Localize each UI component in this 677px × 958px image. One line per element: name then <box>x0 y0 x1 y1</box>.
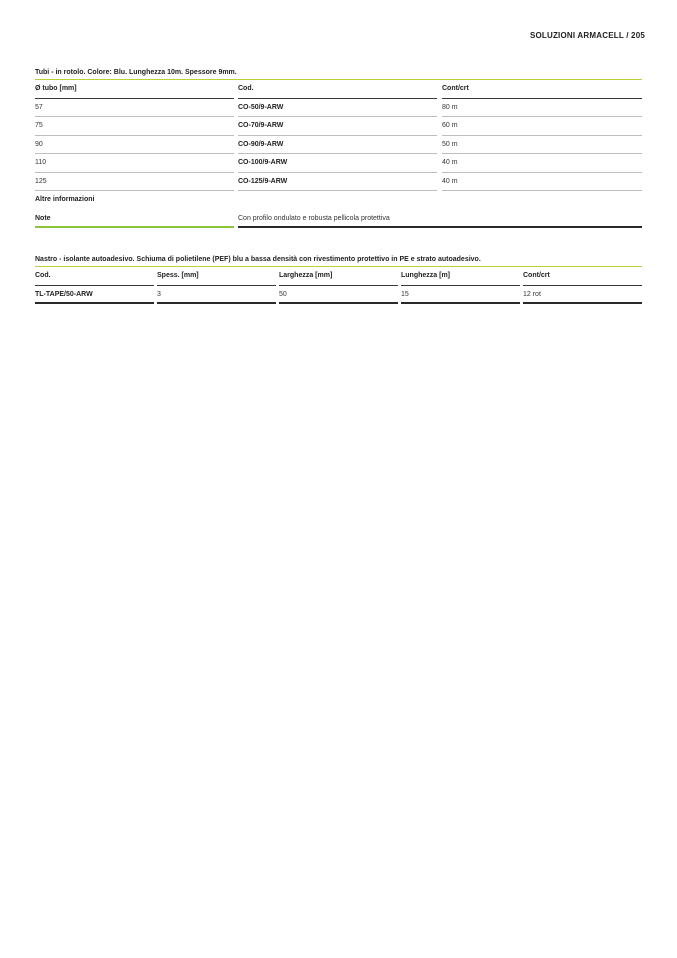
table-row <box>35 99 642 118</box>
nastro-cont-cell: 12 rot <box>523 286 642 305</box>
page-header: SOLUZIONI ARMACELL / 205 <box>529 31 645 40</box>
tubi-col-diameter: Ø tubo [mm] <box>35 80 234 99</box>
other-info-label: Altre informazioni <box>35 196 95 203</box>
note-row <box>35 210 642 229</box>
nastro-length-cell: 15 <box>401 286 520 305</box>
tubi-col-code: Cod. <box>238 80 437 99</box>
table-row <box>35 154 642 173</box>
tubi-code-cell: CO-70/9-ARW <box>238 117 437 136</box>
other-info-row <box>35 191 642 210</box>
tubi-diameter-cell: 125 <box>35 173 234 192</box>
tubi-cont-cell: 80 m <box>442 99 642 118</box>
table-row <box>35 173 642 192</box>
nastro-col-thickness: Spess. [mm] <box>157 267 276 286</box>
tubi-code-cell: CO-100/9-ARW <box>238 154 437 173</box>
tubi-diameter-cell: 75 <box>35 117 234 136</box>
nastro-caption: Nastro - isolante autoadesivo. Schiuma di polietilene (PEF) blu a bassa densità con rivestimento protettivo in PE e strato autoadesivo. <box>35 256 481 263</box>
tubi-code-cell: CO-90/9-ARW <box>238 136 437 155</box>
nastro-table <box>35 267 642 304</box>
table-row <box>35 136 642 155</box>
tubi-code-cell: CO-50/9-ARW <box>238 99 437 118</box>
tubi-diameter-cell: 57 <box>35 99 234 118</box>
nastro-col-width: Larghezza [mm] <box>279 267 398 286</box>
tubi-cont-cell: 40 m <box>442 154 642 173</box>
tubi-code-cell: CO-125/9-ARW <box>238 173 437 192</box>
nastro-section <box>35 254 642 304</box>
nastro-header-row <box>35 267 642 286</box>
tubi-diameter-cell: 110 <box>35 154 234 173</box>
nastro-width-cell: 50 <box>279 286 398 305</box>
tubi-section <box>35 67 642 228</box>
note-label: Note <box>35 210 234 229</box>
table-row <box>35 286 642 305</box>
nastro-code-cell: TL-TAPE/50-ARW <box>35 286 154 305</box>
tubi-cont-cell: 40 m <box>442 173 642 192</box>
table-row <box>35 117 642 136</box>
tubi-diameter-cell: 90 <box>35 136 234 155</box>
nastro-col-length: Lunghezza [m] <box>401 267 520 286</box>
nastro-col-code: Cod. <box>35 267 154 286</box>
tubi-cont-cell: 60 m <box>442 117 642 136</box>
nastro-thickness-cell: 3 <box>157 286 276 305</box>
nastro-col-cont: Cont/crt <box>523 267 642 286</box>
note-value: Con profilo ondulato e robusta pellicola protettiva <box>238 210 642 229</box>
tubi-header-row <box>35 80 642 99</box>
tubi-col-cont: Cont/crt <box>442 80 642 99</box>
tubi-cont-cell: 50 m <box>442 136 642 155</box>
tubi-caption: Tubi - in rotolo. Colore: Blu. Lunghezza 10m. Spessore 9mm. <box>35 69 237 76</box>
tubi-table <box>35 80 642 228</box>
